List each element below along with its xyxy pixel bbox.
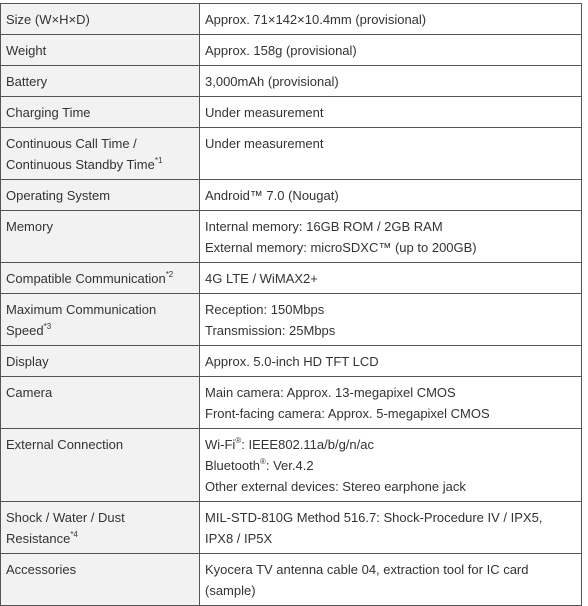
spec-value-line	[205, 403, 576, 424]
spec-table-body	[1, 4, 582, 606]
spec-label-text: Operating System	[6, 188, 111, 203]
spec-label-line	[6, 133, 194, 154]
spec-label-cell	[1, 294, 200, 346]
spec-value-line	[205, 102, 576, 123]
spec-value-cell	[200, 97, 582, 128]
spec-label-text: Weight	[6, 43, 47, 58]
spec-value-text-suffix: : IEEE802.11a/b/g/n/ac	[241, 437, 374, 452]
spec-value-cell	[200, 263, 582, 294]
spec-value-line	[205, 382, 576, 403]
spec-value-text: Approx. 5.0-inch HD TFT LCD	[205, 354, 379, 369]
spec-label-text: Accessories	[6, 562, 77, 577]
spec-row	[1, 4, 582, 35]
spec-value-line	[205, 299, 576, 320]
spec-row	[1, 554, 582, 606]
spec-value-text: 4G LTE / WiMAX2+	[205, 271, 318, 286]
spec-label-cell	[1, 97, 200, 128]
spec-row	[1, 35, 582, 66]
footnote-marker: *2	[165, 269, 174, 279]
spec-label-line	[6, 528, 194, 549]
spec-value-text: Wi-Fi	[205, 437, 236, 452]
footnote-marker: *1	[154, 155, 163, 165]
spec-label-text: Speed	[6, 323, 44, 338]
spec-value-text: (sample)	[205, 583, 256, 598]
footnote-marker: *3	[43, 321, 52, 331]
spec-value-text: Android™ 7.0 (Nougat)	[205, 188, 339, 203]
spec-label-text: Shock / Water / Dust	[6, 510, 125, 525]
spec-value-line	[205, 507, 576, 528]
spec-label-text: Size (W×H×D)	[6, 12, 90, 27]
spec-value-line	[205, 580, 576, 601]
spec-row	[1, 429, 582, 502]
spec-label-cell	[1, 66, 200, 97]
spec-value-text-suffix: : Ver.4.2	[265, 458, 314, 473]
spec-label-line	[6, 351, 194, 372]
spec-row	[1, 502, 582, 554]
spec-label-text: Memory	[6, 219, 53, 234]
spec-value-cell	[200, 294, 582, 346]
spec-row	[1, 128, 582, 180]
spec-row	[1, 180, 582, 211]
spec-value-text: Main camera: Approx. 13-megapixel CMOS	[205, 385, 456, 400]
spec-value-line	[205, 455, 576, 476]
spec-label-text: Continuous Standby Time	[6, 157, 155, 172]
spec-value-line	[205, 216, 576, 237]
spec-value-text: Under measurement	[205, 136, 324, 151]
spec-label-text: Camera	[6, 385, 53, 400]
spec-row	[1, 66, 582, 97]
spec-value-cell	[200, 211, 582, 263]
spec-label-text: Continuous Call Time /	[6, 136, 137, 151]
spec-value-cell	[200, 502, 582, 554]
spec-label-text: External Connection	[6, 437, 124, 452]
spec-value-text: External memory: microSDXC™ (up to 200GB)	[205, 240, 477, 255]
spec-label-cell	[1, 502, 200, 554]
spec-value-line	[205, 268, 576, 289]
spec-value-cell	[200, 180, 582, 211]
spec-value-text: Front-facing camera: Approx. 5-megapixel CMOS	[205, 406, 490, 421]
spec-value-cell	[200, 554, 582, 606]
spec-label-cell	[1, 346, 200, 377]
spec-label-cell	[1, 4, 200, 35]
spec-value-text: Reception: 150Mbps	[205, 302, 325, 317]
spec-label-line	[6, 9, 194, 30]
registered-mark: ®	[235, 435, 242, 445]
spec-label-line	[6, 102, 194, 123]
footnote-marker: *4	[70, 529, 78, 539]
spec-label-line	[6, 382, 194, 403]
spec-label-line	[6, 434, 194, 455]
spec-value-line	[205, 476, 576, 497]
spec-value-cell	[200, 429, 582, 502]
spec-label-cell	[1, 554, 200, 606]
spec-value-text: Other external devices: Stereo earphone jack	[205, 479, 466, 494]
spec-value-line	[205, 528, 576, 549]
spec-label-line	[6, 268, 194, 289]
spec-value-text: Under measurement	[205, 105, 324, 120]
spec-value-cell	[200, 377, 582, 429]
spec-value-cell	[200, 66, 582, 97]
spec-label-text: Battery	[6, 74, 48, 89]
spec-label-line	[6, 154, 194, 175]
spec-label-line	[6, 71, 194, 92]
spec-value-text: Internal memory: 16GB ROM / 2GB RAM	[205, 219, 443, 234]
spec-row	[1, 294, 582, 346]
spec-value-line	[205, 40, 576, 61]
spec-value-line	[205, 351, 576, 372]
spec-label-cell	[1, 180, 200, 211]
spec-value-cell	[200, 4, 582, 35]
spec-row	[1, 263, 582, 294]
spec-label-cell	[1, 211, 200, 263]
spec-value-text: Kyocera TV antenna cable 04, extraction tool for IC card	[205, 562, 529, 577]
spec-value-text: Approx. 71×142×10.4mm (provisional)	[205, 12, 427, 27]
spec-value-line	[205, 9, 576, 30]
spec-label-text: Resistance	[6, 531, 71, 546]
registered-mark: ®	[259, 456, 266, 466]
spec-label-text: Display	[6, 354, 49, 369]
spec-value-cell	[200, 128, 582, 180]
spec-label-cell	[1, 377, 200, 429]
spec-label-cell	[1, 35, 200, 66]
spec-value-line	[205, 185, 576, 206]
spec-value-line	[205, 133, 576, 154]
spec-label-line	[6, 507, 194, 528]
spec-value-text: Approx. 158g (provisional)	[205, 43, 357, 58]
spec-label-line	[6, 299, 194, 320]
spec-label-cell	[1, 263, 200, 294]
spec-label-cell	[1, 128, 200, 180]
spec-label-text: Charging Time	[6, 105, 91, 120]
spec-label-cell	[1, 429, 200, 502]
spec-label-text: Maximum Communication	[6, 302, 157, 317]
spec-value-line	[205, 434, 576, 455]
spec-value-text: 3,000mAh (provisional)	[205, 74, 339, 89]
spec-value-text: IPX8 / IP5X	[205, 531, 273, 546]
spec-value-line	[205, 71, 576, 92]
spec-value-text: MIL-STD-810G Method 516.7: Shock-Procedure IV / IPX5,	[205, 510, 543, 525]
spec-value-line	[205, 237, 576, 258]
spec-label-line	[6, 216, 194, 237]
spec-value-line	[205, 320, 576, 341]
spec-label-line	[6, 185, 194, 206]
spec-row	[1, 211, 582, 263]
spec-value-cell	[200, 35, 582, 66]
spec-label-line	[6, 320, 194, 341]
spec-row	[1, 346, 582, 377]
spec-value-text: Bluetooth	[205, 458, 260, 473]
spec-label-text: Compatible Communication	[6, 271, 166, 286]
spec-row	[1, 377, 582, 429]
spec-value-cell	[200, 346, 582, 377]
spec-table	[0, 3, 582, 606]
spec-value-text: Transmission: 25Mbps	[205, 323, 336, 338]
spec-row	[1, 97, 582, 128]
spec-label-line	[6, 40, 194, 61]
